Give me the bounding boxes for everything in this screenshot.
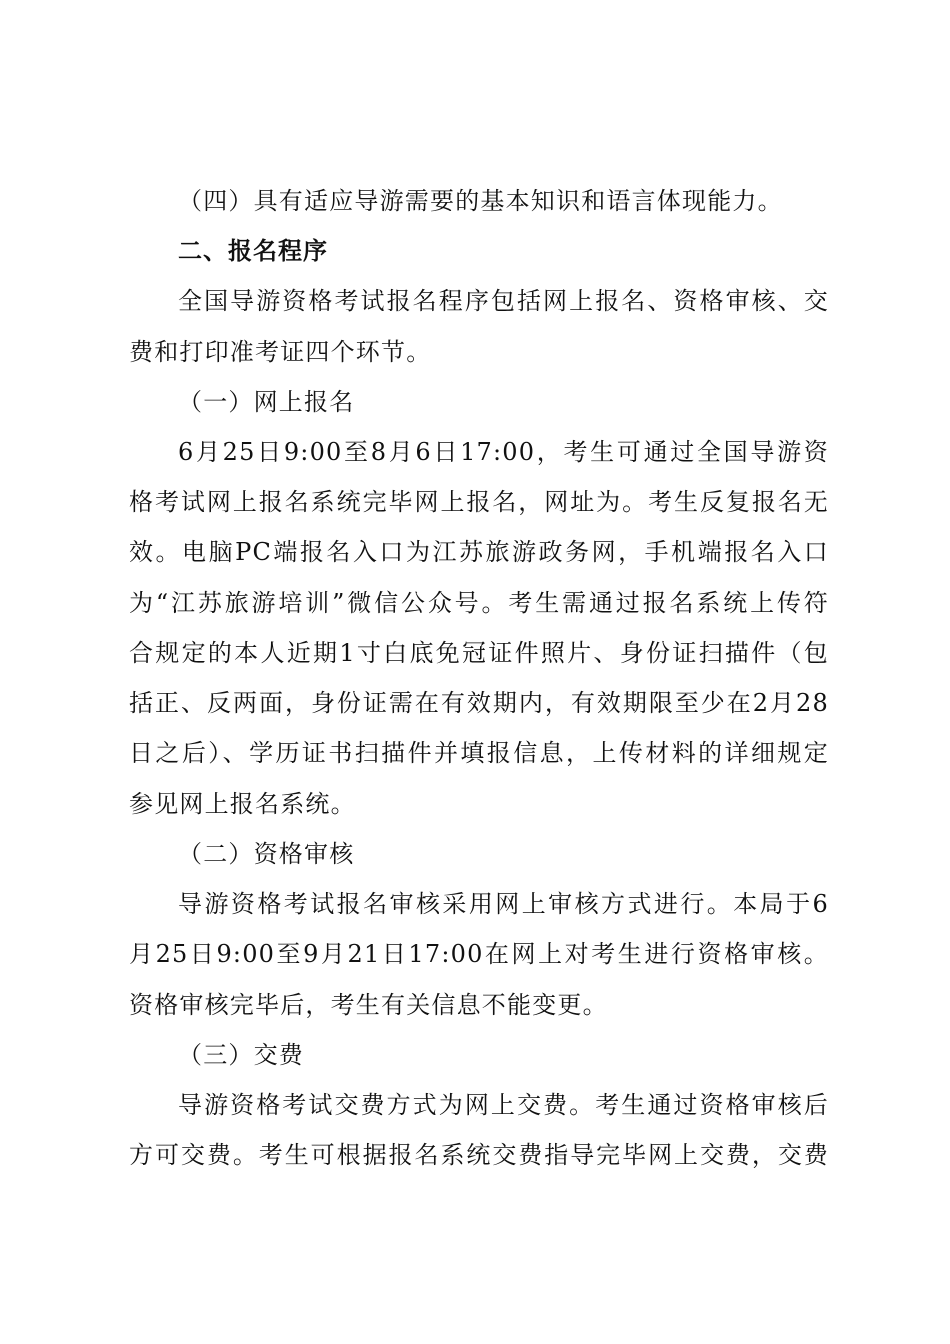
paragraph-line: 全国导游资格考试报名程序包括网上报名、资格审核、交	[178, 287, 829, 315]
paragraph-line: 为“江苏旅游培训”微信公众号。考生需通过报名系统上传符	[129, 589, 829, 617]
paragraph-line: 日之后）、学历证书扫描件并填报信息，上传材料的详细规定	[129, 739, 829, 767]
paragraph-line: （四）具有适应导游需要的基本知识和语言体现能力。	[178, 187, 783, 215]
paragraph-line: 资格审核完毕后，考生有关信息不能变更。	[129, 991, 608, 1019]
subsection-heading: （二）资格审核	[178, 840, 355, 868]
section-heading: 二、报名程序	[178, 237, 328, 265]
paragraph-line: 括正、反两面，身份证需在有效期内，有效期限至少在2月28	[129, 689, 829, 717]
subsection-heading: （一）网上报名	[178, 388, 355, 416]
paragraph-line: 效。电脑PC端报名入口为江苏旅游政务网，手机端报名入口	[129, 538, 829, 566]
paragraph-line: 导游资格考试交费方式为网上交费。考生通过资格审核后	[178, 1091, 829, 1119]
subsection-heading: （三）交费	[178, 1041, 304, 1069]
paragraph-line: 6月25日9:00至8月6日17:00，考生可通过全国导游资	[178, 438, 829, 466]
paragraph-line: 参见网上报名系统。	[129, 790, 356, 818]
paragraph-line: 导游资格考试报名审核采用网上审核方式进行。本局于6	[178, 890, 829, 918]
paragraph-line: 月25日9:00至9月21日17:00在网上对考生进行资格审核。	[129, 940, 829, 968]
paragraph-line: 方可交费。考生可根据报名系统交费指导完毕网上交费，交费	[129, 1141, 829, 1169]
paragraph-line: 合规定的本人近期1寸白底免冠证件照片、身份证扫描件（包	[129, 639, 829, 667]
paragraph-line: 费和打印准考证四个环节。	[129, 338, 432, 366]
paragraph-line: 格考试网上报名系统完毕网上报名，网址为。考生反复报名无	[129, 488, 829, 516]
